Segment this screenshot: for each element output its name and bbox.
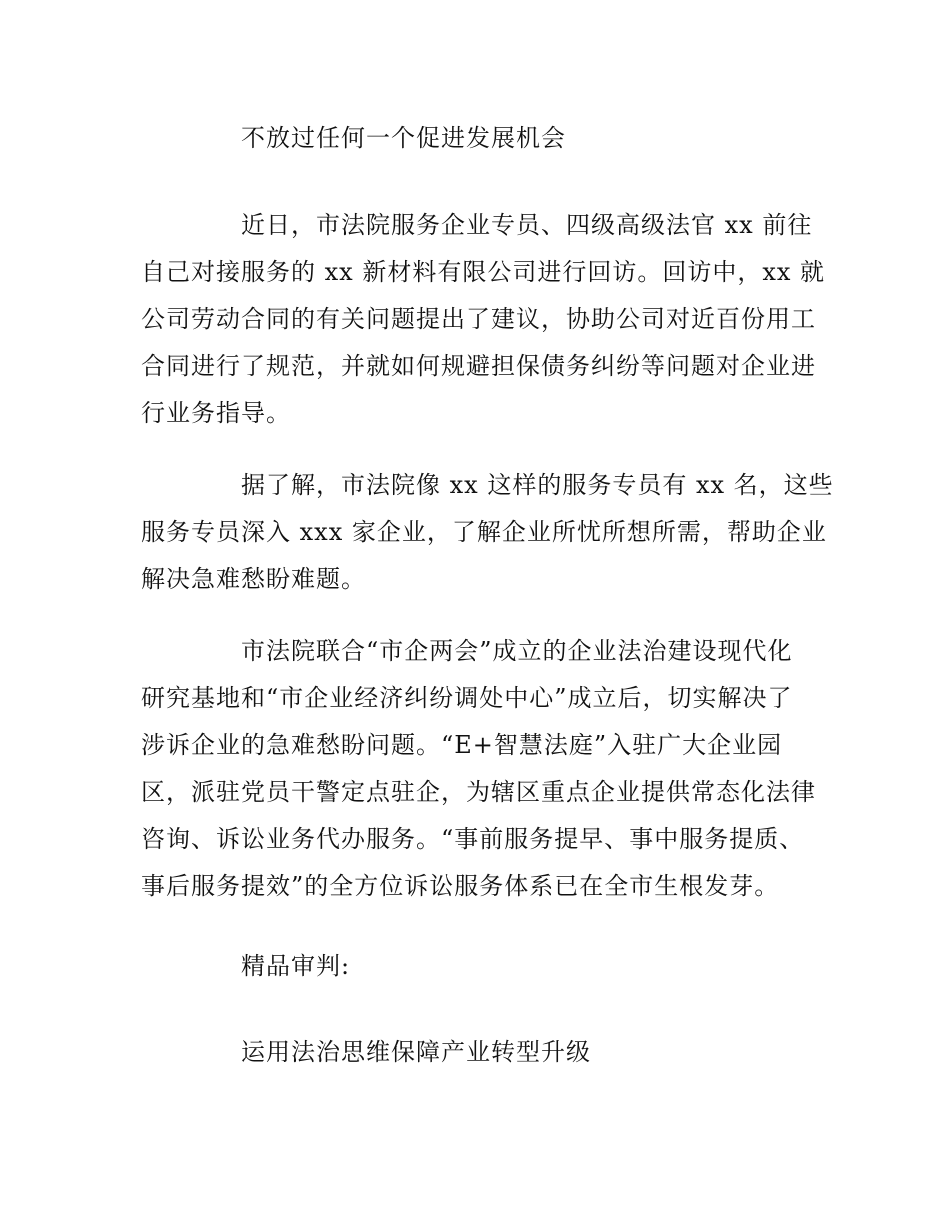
paragraph-research-base bbox=[141, 628, 821, 910]
paragraph-line: 研究基地和“市企业经济纠纷调处中心”成立后，切实解决了 bbox=[141, 684, 793, 712]
paragraph-line: 近日，市法院服务企业专员、四级高级法官 xx 前往 bbox=[241, 211, 813, 239]
section-heading-industrial-upgrade: 运用法治思维保障产业转型升级 bbox=[241, 1038, 591, 1066]
section-heading-opportunity: 不放过任何一个促进发展机会 bbox=[241, 124, 566, 152]
paragraph-line: 涉诉企业的急难愁盼问题。“E+智慧法庭”入驻广大企业园 bbox=[141, 731, 783, 759]
paragraph-line: 服务专员深入 xxx 家企业，了解企业所忧所想所需，帮助企业 bbox=[141, 518, 827, 546]
paragraph-line: 市法院联合“市企两会”成立的企业法治建设现代化 bbox=[241, 637, 793, 665]
paragraph-line: 合同进行了规范，并就如何规避担保债务纠纷等问题对企业进 bbox=[141, 352, 816, 380]
paragraph-line: 咨询、诉讼业务代办服务。“事前服务提早、事中服务提质、 bbox=[141, 825, 805, 853]
paragraph-line: 公司劳动合同的有关问题提出了建议，协助公司对近百份用工 bbox=[141, 305, 816, 333]
section-heading-quality-trial: 精品审判: bbox=[241, 952, 351, 980]
paragraph-line: 行业务指导。 bbox=[141, 399, 291, 427]
paragraph-line: 解决急难愁盼难题。 bbox=[141, 565, 366, 593]
paragraph-line: 区，派驻党员干警定点驻企，为辖区重点企业提供常态化法律 bbox=[141, 778, 816, 806]
paragraph-line: 自己对接服务的 xx 新材料有限公司进行回访。回访中，xx 就 bbox=[141, 258, 826, 286]
paragraph-line: 据了解，市法院像 xx 这样的服务专员有 xx 名，这些 bbox=[241, 471, 834, 499]
paragraph-specialist-count bbox=[141, 462, 834, 603]
paragraph-line: 事后服务提效”的全方位诉讼服务体系已在全市生根发芽。 bbox=[141, 872, 780, 900]
paragraph-service-specialist bbox=[141, 202, 826, 437]
